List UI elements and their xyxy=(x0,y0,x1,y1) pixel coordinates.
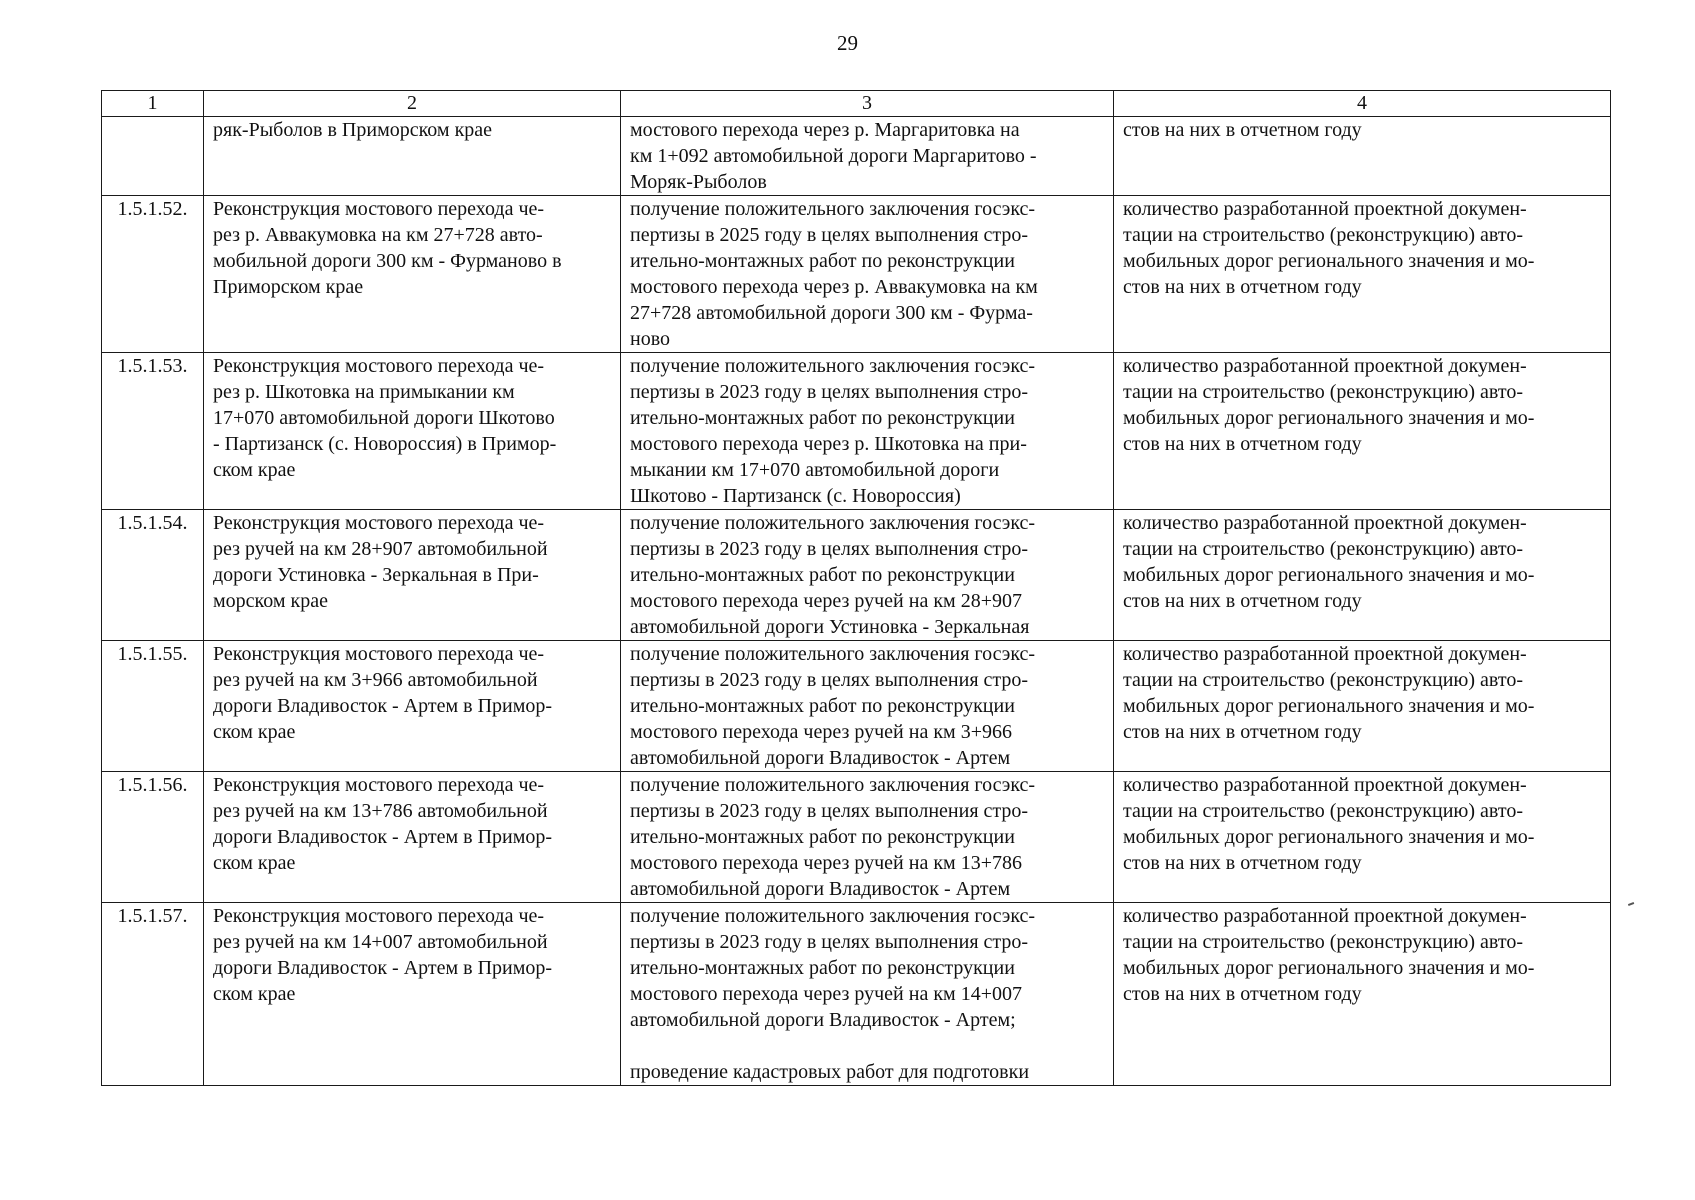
cell-text-line: Реконструкция мостового перехода че- xyxy=(213,643,545,665)
measure-name-cell xyxy=(204,772,621,903)
cell-text-line: рез р. Шкотовка на примыкании км xyxy=(213,381,515,403)
result-description-cell xyxy=(621,903,1114,1086)
column-header-3: 3 xyxy=(621,91,1114,117)
cell-text-line: тации на строительство (реконструкцию) авто- xyxy=(1123,669,1523,691)
cell-text-line: проведение кадастровых работ для подготовки xyxy=(630,1061,1030,1083)
indicator-cell xyxy=(1114,641,1611,772)
cell-text-line: Реконструкция мостового перехода че- xyxy=(213,198,545,220)
cell-text-line: мобильных дорог регионального значения и мо- xyxy=(1123,695,1535,717)
cell-text-line: тации на строительство (реконструкцию) авто- xyxy=(1123,800,1523,822)
cell-text-line: Моряк-Рыболов xyxy=(630,171,767,193)
cell-text-line: пертизы в 2023 году в целях выполнения стро- xyxy=(630,381,1029,403)
cell-text-line: км 1+092 автомобильной дороги Маргаритово - xyxy=(630,145,1037,167)
cell-text-line: мостового перехода через ручей на км 13+786 xyxy=(630,852,1022,874)
cell-text-line: мобильных дорог регионального значения и мо- xyxy=(1123,564,1535,586)
row-number: 1.5.1.53. xyxy=(102,353,204,510)
cell-text-line: ительно-монтажных работ по реконструкции xyxy=(630,250,1015,272)
column-header-2: 2 xyxy=(204,91,621,117)
cell-text-line: мобильных дорог регионального значения и мо- xyxy=(1123,957,1535,979)
measure-name-cell xyxy=(204,117,621,196)
cell-text-line: ском крае xyxy=(213,983,296,1005)
cell-text-line: мостового перехода через ручей на км 14+007 xyxy=(630,983,1022,1005)
cell-text-line: дороги Владивосток - Артем в Примор- xyxy=(213,826,553,848)
result-description-cell xyxy=(621,641,1114,772)
cell-text-line: получение положительного заключения госэкс- xyxy=(630,774,1036,796)
cell-text-line: количество разработанной проектной докумен- xyxy=(1123,355,1527,377)
cell-text-line: пертизы в 2023 году в целях выполнения стро- xyxy=(630,931,1029,953)
row-number: 1.5.1.56. xyxy=(102,772,204,903)
cell-text-line: ском крае xyxy=(213,852,296,874)
cell-text-line: дороги Устиновка - Зеркальная в При- xyxy=(213,564,539,586)
table-row xyxy=(102,353,1611,510)
cell-text-line: рез ручей на км 28+907 автомобильной xyxy=(213,538,548,560)
cell-text-line: получение положительного заключения госэкс- xyxy=(630,905,1036,927)
cell-text-line xyxy=(630,1033,1104,1059)
cell-text-line: стов на них в отчетном году xyxy=(1123,983,1362,1005)
cell-text-line: мостового перехода через ручей на км 3+966 xyxy=(630,721,1012,743)
result-description-cell xyxy=(621,772,1114,903)
cell-text-line: мобильных дорог регионального значения и мо- xyxy=(1123,826,1535,848)
cell-text-line: Реконструкция мостового перехода че- xyxy=(213,512,545,534)
indicator-cell xyxy=(1114,903,1611,1086)
cell-text-line: стов на них в отчетном году xyxy=(1123,433,1362,455)
cell-text-line: ново xyxy=(630,328,671,350)
row-number: 1.5.1.55. xyxy=(102,641,204,772)
indicator-cell xyxy=(1114,353,1611,510)
indicator-cell xyxy=(1114,510,1611,641)
cell-text-line: тации на строительство (реконструкцию) авто- xyxy=(1123,381,1523,403)
cell-text-line: мостового перехода через р. Маргаритовка на xyxy=(630,119,1020,141)
cell-text-line: Реконструкция мостового перехода че- xyxy=(213,774,545,796)
cell-text-line: ском крае xyxy=(213,721,296,743)
cell-text-line: Реконструкция мостового перехода че- xyxy=(213,355,545,377)
row-number: 1.5.1.52. xyxy=(102,196,204,353)
measure-name-cell xyxy=(204,510,621,641)
indicator-cell xyxy=(1114,196,1611,353)
cell-text-line: автомобильной дороги Владивосток - Артем xyxy=(630,747,1011,769)
cell-text-line: рез ручей на км 3+966 автомобильной xyxy=(213,669,538,691)
cell-text-line: пертизы в 2023 году в целях выполнения стро- xyxy=(630,800,1029,822)
result-description-cell xyxy=(621,510,1114,641)
cell-text-line: количество разработанной проектной докумен- xyxy=(1123,643,1527,665)
cell-text-line: получение положительного заключения госэкс- xyxy=(630,198,1036,220)
column-header-4: 4 xyxy=(1114,91,1611,117)
cell-text-line: пертизы в 2023 году в целях выполнения стро- xyxy=(630,538,1029,560)
cell-text-line: мобильных дорог регионального значения и мо- xyxy=(1123,250,1535,272)
cell-text-line: стов на них в отчетном году xyxy=(1123,119,1362,141)
cell-text-line: количество разработанной проектной докумен- xyxy=(1123,512,1527,534)
cell-text-line: ряк-Рыболов в Приморском крае xyxy=(213,119,493,141)
row-number: 1.5.1.54. xyxy=(102,510,204,641)
cell-text-line: 17+070 автомобильной дороги Шкотово xyxy=(213,407,555,429)
cell-text-line: ском крае xyxy=(213,459,296,481)
cell-text-line: количество разработанной проектной докумен- xyxy=(1123,774,1527,796)
cell-text-line: мостового перехода через р. Шкотовка на при- xyxy=(630,433,1027,455)
measure-name-cell xyxy=(204,196,621,353)
cell-text-line: ительно-монтажных работ по реконструкции xyxy=(630,957,1015,979)
cell-text-line: рез ручей на км 14+007 автомобильной xyxy=(213,931,548,953)
cell-text-line: ительно-монтажных работ по реконструкции xyxy=(630,564,1015,586)
cell-text-line: количество разработанной проектной докумен- xyxy=(1123,198,1527,220)
cell-text-line: пертизы в 2023 году в целях выполнения стро- xyxy=(630,669,1029,691)
cell-text-line: мобильных дорог регионального значения и мо- xyxy=(1123,407,1535,429)
page-number: 29 xyxy=(837,31,858,55)
cell-text-line: Приморском крае xyxy=(213,276,364,298)
table-row xyxy=(102,510,1611,641)
cell-text-line: тации на строительство (реконструкцию) авто- xyxy=(1123,538,1523,560)
cell-text-line: пертизы в 2025 году в целях выполнения стро- xyxy=(630,224,1029,246)
cell-text-line: автомобильной дороги Владивосток - Артем xyxy=(630,878,1011,900)
table-row xyxy=(102,772,1611,903)
cell-text-line: стов на них в отчетном году xyxy=(1123,590,1362,612)
indicator-cell xyxy=(1114,772,1611,903)
result-description-cell xyxy=(621,117,1114,196)
column-header-1: 1 xyxy=(102,91,204,117)
table-row xyxy=(102,117,1611,196)
measure-name-cell xyxy=(204,353,621,510)
cell-text-line: получение положительного заключения госэкс- xyxy=(630,512,1036,534)
cell-text-line: рез ручей на км 13+786 автомобильной xyxy=(213,800,548,822)
cell-text-line: количество разработанной проектной докумен- xyxy=(1123,905,1527,927)
document-table xyxy=(101,90,1611,1086)
cell-text-line: морском крае xyxy=(213,590,328,612)
cell-text-line: стов на них в отчетном году xyxy=(1123,852,1362,874)
table-body xyxy=(102,117,1611,1086)
cell-text-line: мобильной дороги 300 км - Фурманово в xyxy=(213,250,562,272)
cell-text-line: мостового перехода через ручей на км 28+907 xyxy=(630,590,1022,612)
cell-text-line: - Партизанск (с. Новороссия) в Примор- xyxy=(213,433,557,455)
cell-text-line: дороги Владивосток - Артем в Примор- xyxy=(213,957,553,979)
cell-text-line: дороги Владивосток - Артем в Примор- xyxy=(213,695,553,717)
table-row xyxy=(102,641,1611,772)
cell-text-line: мостового перехода через р. Аввакумовка на км xyxy=(630,276,1038,298)
cell-text-line: автомобильной дороги Устиновка - Зеркальная xyxy=(630,616,1030,638)
cell-text-line: стов на них в отчетном году xyxy=(1123,276,1362,298)
cell-text-line: тации на строительство (реконструкцию) авто- xyxy=(1123,931,1523,953)
row-number xyxy=(102,117,204,196)
row-number: 1.5.1.57. xyxy=(102,903,204,1086)
cell-text-line: мыкании км 17+070 автомобильной дороги xyxy=(630,459,1000,481)
result-description-cell xyxy=(621,353,1114,510)
measure-name-cell xyxy=(204,641,621,772)
table-row xyxy=(102,903,1611,1086)
indicator-cell xyxy=(1114,117,1611,196)
result-description-cell xyxy=(621,196,1114,353)
cell-text-line: автомобильной дороги Владивосток - Артем; xyxy=(630,1009,1016,1031)
cell-text-line: получение положительного заключения госэкс- xyxy=(630,355,1036,377)
measure-name-cell xyxy=(204,903,621,1086)
cell-text-line: Шкотово - Партизанск (с. Новороссия) xyxy=(630,485,961,507)
scan-margin-mark xyxy=(1628,902,1634,905)
table-header-row xyxy=(102,91,1611,117)
cell-text-line: стов на них в отчетном году xyxy=(1123,721,1362,743)
cell-text-line: Реконструкция мостового перехода че- xyxy=(213,905,545,927)
cell-text-line: 27+728 автомобильной дороги 300 км - Фурма- xyxy=(630,302,1033,324)
cell-text-line: получение положительного заключения госэкс- xyxy=(630,643,1036,665)
table-row xyxy=(102,196,1611,353)
cell-text-line: тации на строительство (реконструкцию) авто- xyxy=(1123,224,1523,246)
cell-text-line: ительно-монтажных работ по реконструкции xyxy=(630,695,1015,717)
cell-text-line: ительно-монтажных работ по реконструкции xyxy=(630,407,1015,429)
cell-text-line: рез р. Аввакумовка на км 27+728 авто- xyxy=(213,224,543,246)
cell-text-line: ительно-монтажных работ по реконструкции xyxy=(630,826,1015,848)
